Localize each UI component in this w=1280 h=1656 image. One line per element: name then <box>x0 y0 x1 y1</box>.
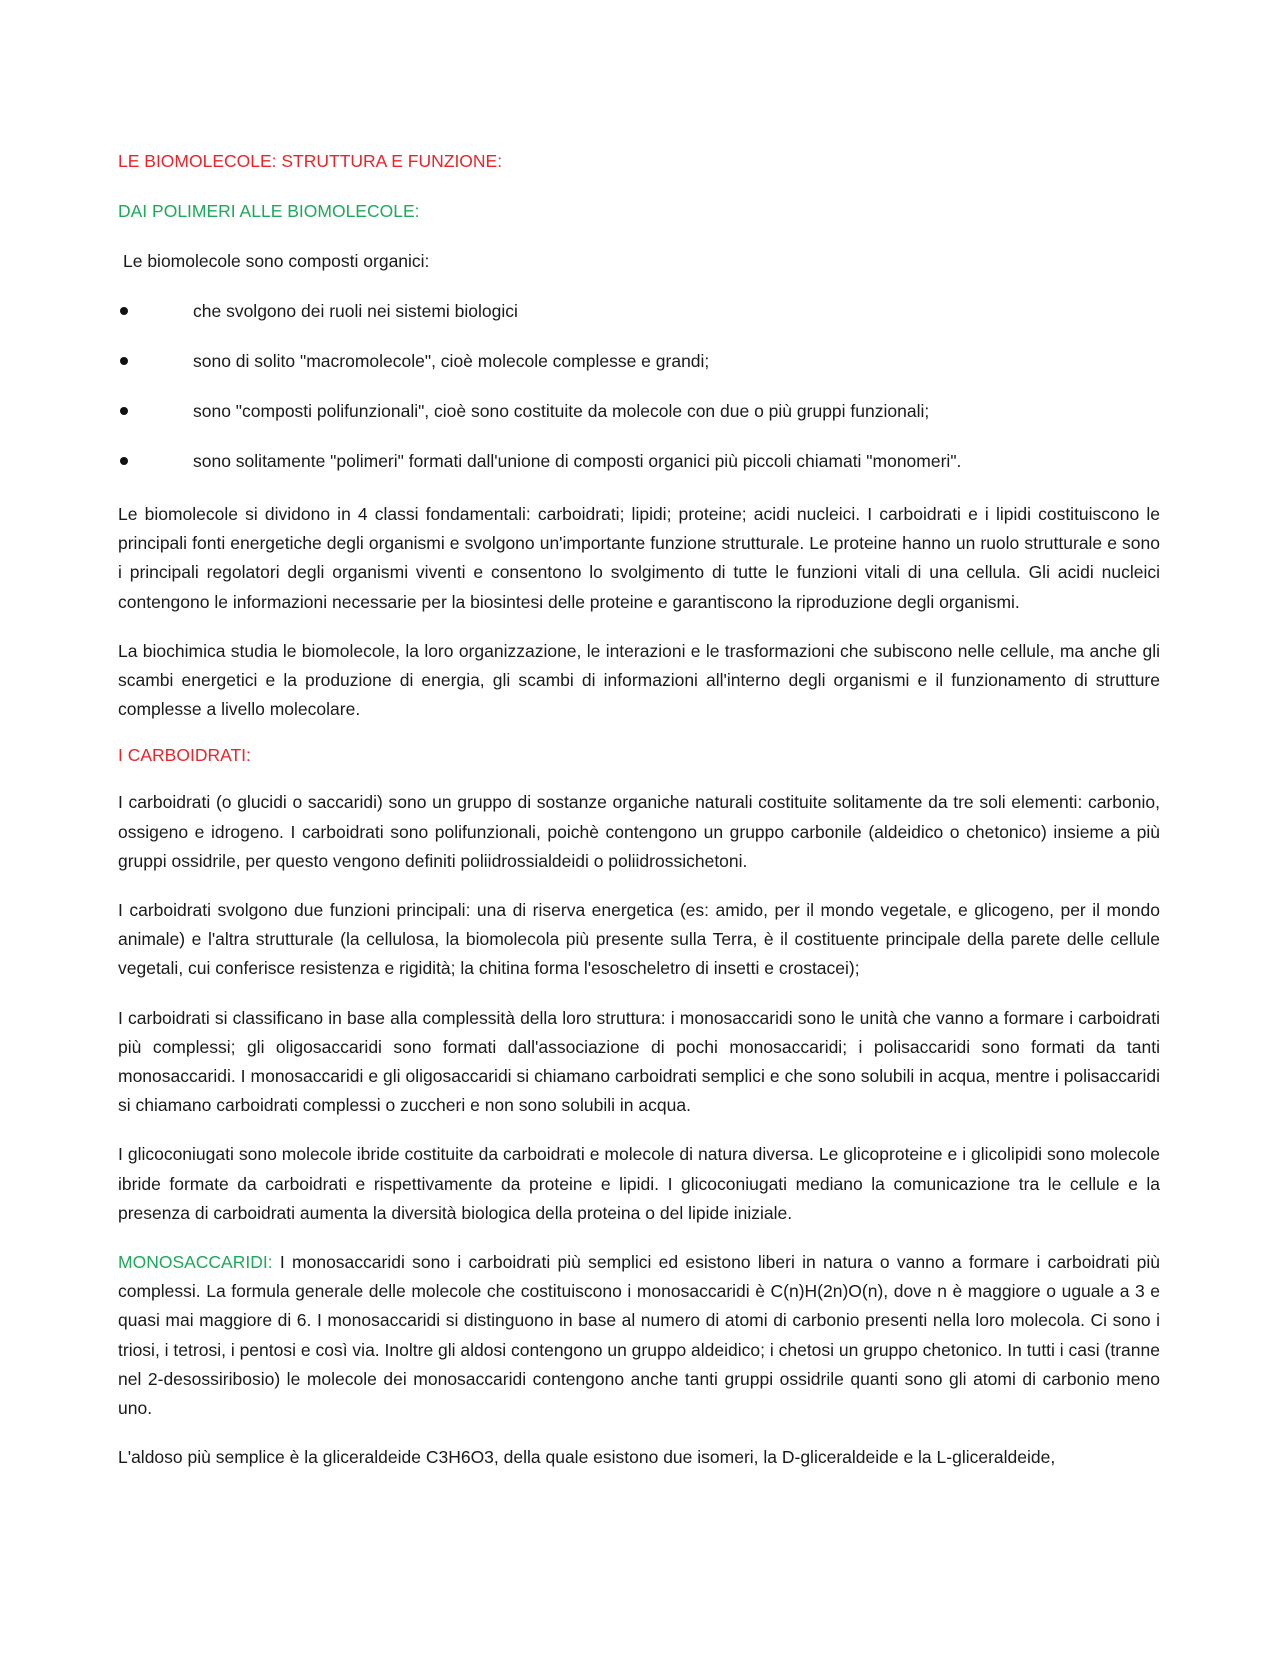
list-item <box>118 350 1160 372</box>
document-page <box>118 150 1160 1492</box>
paragraph-monosaccaridi <box>118 1248 1160 1423</box>
list-item <box>118 400 1160 422</box>
list-item-text: sono "composti polifunzionali", cioè sono costituite da molecole con due o più gruppi funzionali; <box>193 401 930 421</box>
section-heading-polimeri: DAI POLIMERI ALLE BIOMOLECOLE: <box>118 201 420 221</box>
bullet-icon <box>120 307 128 315</box>
list-item <box>118 300 1160 322</box>
bullet-icon <box>120 357 128 365</box>
document-title: LE BIOMOLECOLE: STRUTTURA E FUNZIONE: <box>118 151 503 171</box>
paragraph-glicoconiugati: I glicoconiugati sono molecole ibride costituite da carboidrati e molecole di natura diversa. Le glicoproteine e i glicolipidi sono molecole ibride formate da carboidrati e rispettivamente da proteine e lipidi. I glicoconiugati mediano la comunicazione tra le cellule e la presenza di carboidrati aumenta la diversità biologica della proteina o del lipide iniziale. <box>118 1144 1160 1223</box>
monosaccaridi-label: MONOSACCARIDI: <box>118 1252 273 1273</box>
paragraph-carboidrati-classificazione: I carboidrati si classificano in base alla complessità della loro struttura: i monosaccaridi sono le unità che vanno a formare i carboidrati più complessi; gli oligosaccaridi sono formati dall'associazione di pochi monosaccaridi; i polisaccaridi sono formati da tanti monosaccaridi. I monosaccaridi e gli oligosaccaridi si chiamano carboidrati semplici e che sono solubili in acqua, mentre i polisaccaridi si chiamano carboidrati complessi o zuccheri e non sono solubili in acqua. <box>118 1007 1160 1116</box>
monosaccaridi-text: I monosaccaridi sono i carboidrati più semplici ed esistono liberi in natura o vanno a formare i carboidrati più complessi. La formula generale delle molecole che costituiscono i monosaccaridi è C(n)H(2n)O(n), dove n è maggiore o uguale a 3 e quasi mai maggiore di 6. I monosaccaridi si distinguono in base al numero di atomi di carbonio presenti nella loro molecola. Ci sono i triosi, i tetrosi, i pentosi e così via. Inoltre gli aldosi contengono un gruppo aldeidico; i chetosi un gruppo chetonico. In tutti i casi (tranne nel 2-desossiribosio) le molecole dei monosaccaridi contengono anche tanti gruppi ossidrile quanti sono gli atomi di carbonio meno uno. <box>118 1252 1160 1419</box>
intro-text: Le biomolecole sono composti organici: <box>123 251 430 271</box>
list-item-text: sono di solito "macromolecole", cioè molecole complesse e grandi; <box>193 351 710 371</box>
list-item-text: sono solitamente "polimeri" formati dall'unione di composti organici più piccoli chiamati "monomeri". <box>193 451 962 471</box>
paragraph-aldoso: L'aldoso più semplice è la gliceraldeide C3H6O3, della quale esistono due isomeri, la D-gliceraldeide e la L-gliceraldeide, <box>118 1447 1056 1468</box>
paragraph-carboidrati-funzioni: I carboidrati svolgono due funzioni principali: una di riserva energetica (es: amido, per il mondo vegetale, e glicogeno, per il mondo animale) e l'altra strutturale (la cellulosa, la biomolecola più presente sulla Terra, è il costituente principale della parete delle cellule vegetali, cui conferisce resistenza e rigidità; la chitina forma l'esoscheletro di insetti e crostacei); <box>118 900 1160 979</box>
bullet-icon <box>120 407 128 415</box>
paragraph-biochimica: La biochimica studia le biomolecole, la loro organizzazione, le interazioni e le trasformazioni che subiscono nelle cellule, ma anche gli scambi energetici e la produzione di energia, gli scambi di informazioni all'interno degli organismi e il funzionamento di strutture complesse a livello molecolare. <box>118 640 1160 720</box>
bullet-list <box>118 300 1160 472</box>
bullet-icon <box>120 457 128 465</box>
list-item-text: che svolgono dei ruoli nei sistemi biologici <box>193 301 518 321</box>
paragraph-classi: Le biomolecole si dividono in 4 classi fondamentali: carboidrati; lipidi; proteine; acidi nucleici. I carboidrati e i lipidi costituiscono le principali fonti energetiche degli organismi e svolgono un'importante funzione strutturale. Le proteine hanno un ruolo strutturale e sono i principali regolatori degli organismi viventi e consentono lo svolgimento di tutte le funzioni vitali di una cellula. Gli acidi nucleici contengono le informazioni necessarie per la biosintesi delle proteine e garantiscono la riproduzione degli organismi. <box>118 504 1160 612</box>
paragraph-carboidrati-definizione: I carboidrati (o glucidi o saccaridi) sono un gruppo di sostanze organiche naturali costituite solitamente da tre soli elementi: carbonio, ossigeno e idrogeno. I carboidrati sono polifunzionali, poichè contengono un gruppo carbonile (aldeidico o chetonico) insieme a più gruppi ossidrile, per questo vengono definiti poliidrossialdeidi o poliidrossichetoni. <box>118 792 1160 871</box>
list-item <box>118 450 1160 472</box>
section-heading-carboidrati: I CARBOIDRATI: <box>118 745 251 766</box>
